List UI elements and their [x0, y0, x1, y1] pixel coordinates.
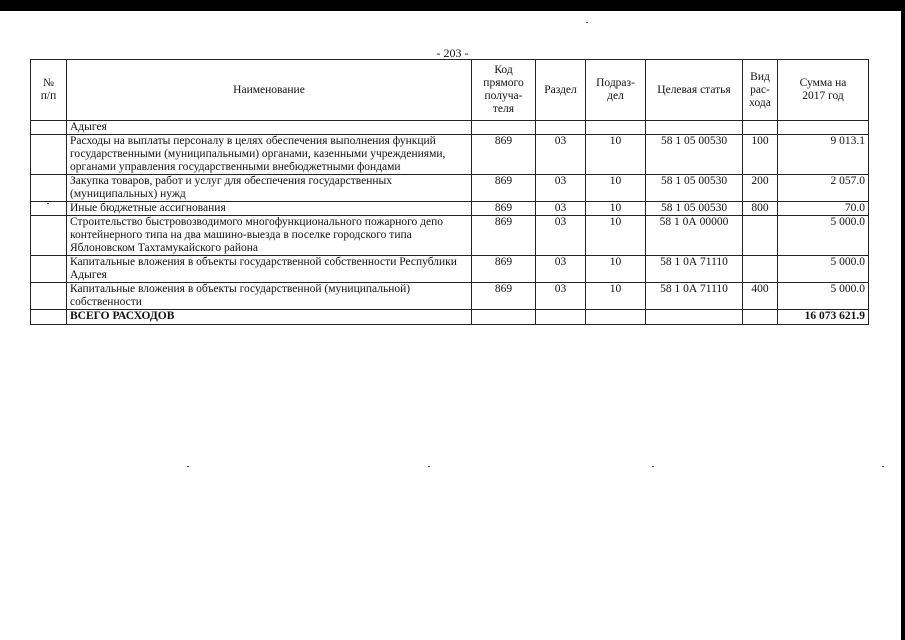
cell-section: 03 — [536, 216, 586, 256]
table-row — [31, 202, 869, 216]
total-label: ВСЕГО РАСХОДОВ — [67, 310, 472, 325]
budget-table — [30, 59, 869, 325]
cell-name: Иные бюджетные ассигнования — [67, 202, 472, 216]
cell-num — [31, 202, 67, 216]
header-name: Наименование — [67, 60, 472, 121]
header-section: Раздел — [536, 60, 586, 121]
cell-subsection: 10 — [586, 283, 646, 310]
cell-subsection — [586, 310, 646, 325]
cell-subsection: 10 — [586, 135, 646, 175]
cell-name: Адыгея — [67, 121, 472, 135]
cell-target: 58 1 05 00530 — [646, 202, 743, 216]
cell-section: 03 — [536, 256, 586, 283]
cell-subsection: 10 — [586, 202, 646, 216]
cell-type: 100 — [743, 135, 778, 175]
cell-sum: 70.0 — [778, 202, 869, 216]
total-sum: 16 073 621.9 — [778, 310, 869, 325]
table-row — [31, 216, 869, 256]
cell-type — [743, 216, 778, 256]
cell-section: 03 — [536, 202, 586, 216]
header-target: Целевая статья — [646, 60, 743, 121]
table-row — [31, 175, 869, 202]
scan-top-border — [0, 0, 905, 11]
cell-section — [536, 310, 586, 325]
table-row-continuation — [31, 121, 869, 135]
cell-type: 800 — [743, 202, 778, 216]
cell-code — [472, 310, 536, 325]
cell-subsection — [586, 121, 646, 135]
cell-subsection: 10 — [586, 175, 646, 202]
cell-target: 58 1 0А 71110 — [646, 256, 743, 283]
cell-num — [31, 121, 67, 135]
cell-num — [31, 283, 67, 310]
cell-code: 869 — [472, 135, 536, 175]
cell-subsection: 10 — [586, 216, 646, 256]
table-row — [31, 135, 869, 175]
total-row — [31, 310, 869, 325]
cell-type — [743, 121, 778, 135]
cell-target: 58 1 0А 00000 — [646, 216, 743, 256]
cell-num — [31, 175, 67, 202]
cell-code: 869 — [472, 202, 536, 216]
header-type: Вид рас- хода — [743, 60, 778, 121]
cell-section — [536, 121, 586, 135]
cell-code: 869 — [472, 256, 536, 283]
cell-type: 400 — [743, 283, 778, 310]
cell-code: 869 — [472, 216, 536, 256]
cell-type — [743, 310, 778, 325]
header-code: Код прямого получа- теля — [472, 60, 536, 121]
table-row — [31, 256, 869, 283]
cell-num — [31, 135, 67, 175]
cell-name: Закупка товаров, работ и услуг для обеспечения государственных (муниципальных) нужд — [67, 175, 472, 202]
scan-right-border — [901, 0, 905, 640]
header-subsection: Подраз- дел — [586, 60, 646, 121]
scan-speck — [428, 466, 430, 467]
cell-name: Капитальные вложения в объекты государственной (муниципальной) собственности — [67, 283, 472, 310]
cell-code: 869 — [472, 283, 536, 310]
scan-speck — [652, 466, 654, 467]
cell-target: 58 1 05 00530 — [646, 135, 743, 175]
cell-name: Расходы на выплаты персоналу в целях обеспечения выполнения функций государственными (муниципальными) органами, казенными учреждениями, органами управления государственными внебюджетными фондами — [67, 135, 472, 175]
cell-name: Капитальные вложения в объекты государственной собственности Республики Адыгея — [67, 256, 472, 283]
cell-sum: 5 000.0 — [778, 216, 869, 256]
cell-code: 869 — [472, 175, 536, 202]
cell-code — [472, 121, 536, 135]
cell-sum — [778, 121, 869, 135]
cell-type: 200 — [743, 175, 778, 202]
cell-target — [646, 310, 743, 325]
cell-section: 03 — [536, 175, 586, 202]
cell-target — [646, 121, 743, 135]
header-row — [31, 60, 869, 121]
table-row — [31, 283, 869, 310]
cell-name: Строительство быстровозводимого многофункционального пожарного депо контейнерного типа на два машино-выезда в поселке городского типа Яблоновском Тахтамукайского района — [67, 216, 472, 256]
scan-speck — [882, 466, 884, 467]
header-num: № п/п — [31, 60, 67, 121]
cell-num — [31, 216, 67, 256]
cell-section: 03 — [536, 135, 586, 175]
header-sum: Сумма на 2017 год — [778, 60, 869, 121]
cell-sum: 5 000.0 — [778, 283, 869, 310]
cell-subsection: 10 — [586, 256, 646, 283]
cell-type — [743, 256, 778, 283]
scan-speck — [586, 22, 588, 23]
cell-num — [31, 310, 67, 325]
scan-speck — [187, 466, 189, 467]
page-number: - 203 - — [436, 46, 469, 60]
cell-sum: 2 057.0 — [778, 175, 869, 202]
cell-target: 58 1 05 00530 — [646, 175, 743, 202]
cell-sum: 9 013.1 — [778, 135, 869, 175]
cell-sum: 5 000.0 — [778, 256, 869, 283]
cell-target: 58 1 0А 71110 — [646, 283, 743, 310]
cell-section: 03 — [536, 283, 586, 310]
cell-num — [31, 256, 67, 283]
